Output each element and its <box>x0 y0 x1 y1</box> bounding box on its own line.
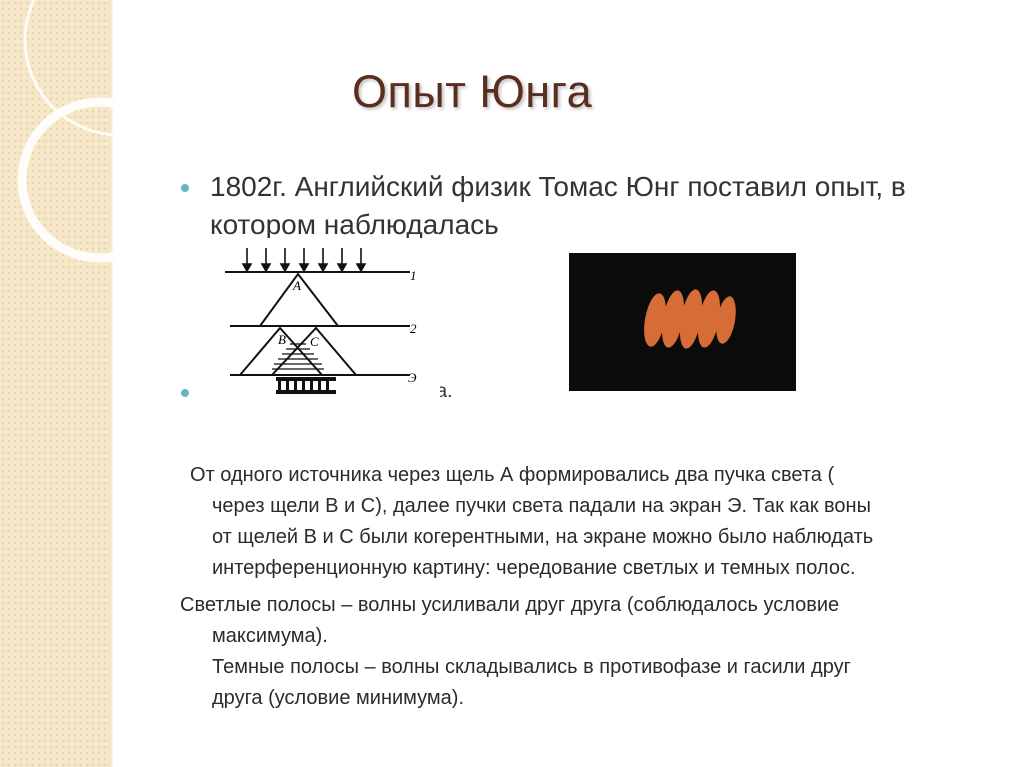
label-B: B <box>278 332 286 347</box>
paragraph-line: от щелей В и С были когерентными, на экране можно было наблюдать <box>212 526 874 548</box>
explanation-paragraph <box>190 460 1022 584</box>
bullet-text-2-tail: га. <box>430 381 453 402</box>
double-slit-diagram <box>210 238 440 408</box>
paragraph-line: через щели В и С), далее пучки света падали на экран Э. Так как воны <box>212 495 871 517</box>
fringes-conditions-paragraph <box>180 590 1000 714</box>
slide-title: Опыт Юнга <box>352 66 593 117</box>
fringe-pattern-image <box>569 253 796 391</box>
paragraph-line: От одного источника через щель А формировались два пучка света ( <box>190 464 835 486</box>
bullet-marker <box>181 184 189 192</box>
paragraph-line: максимума). <box>212 625 328 647</box>
line-label-1: 1 <box>410 268 417 283</box>
incident-light-arrows <box>243 248 365 271</box>
interference-photo <box>569 253 796 391</box>
decorative-circles <box>0 0 200 300</box>
paragraph-line: Темные полосы – волны складывались в противофазе и гасили друг <box>212 656 851 678</box>
paragraph-line: друга (условие минимума). <box>212 687 465 709</box>
bullet-text-1: 1802г. Английский физик Томас Юнг поставил опыт, в котором наблюдалась <box>210 171 906 240</box>
paragraph-line: интерференционную картину: чередование светлых и темных полос. <box>212 557 856 579</box>
paragraph-line: Светлые полосы – волны усиливали друг друга (соблюдалось условие <box>180 594 840 616</box>
bullet-marker <box>181 389 189 397</box>
label-A: A <box>293 278 301 293</box>
screen-fringes <box>276 377 336 394</box>
label-C: C <box>310 334 319 349</box>
line-label-3: Э <box>408 370 417 385</box>
line-label-2: 2 <box>410 321 417 336</box>
